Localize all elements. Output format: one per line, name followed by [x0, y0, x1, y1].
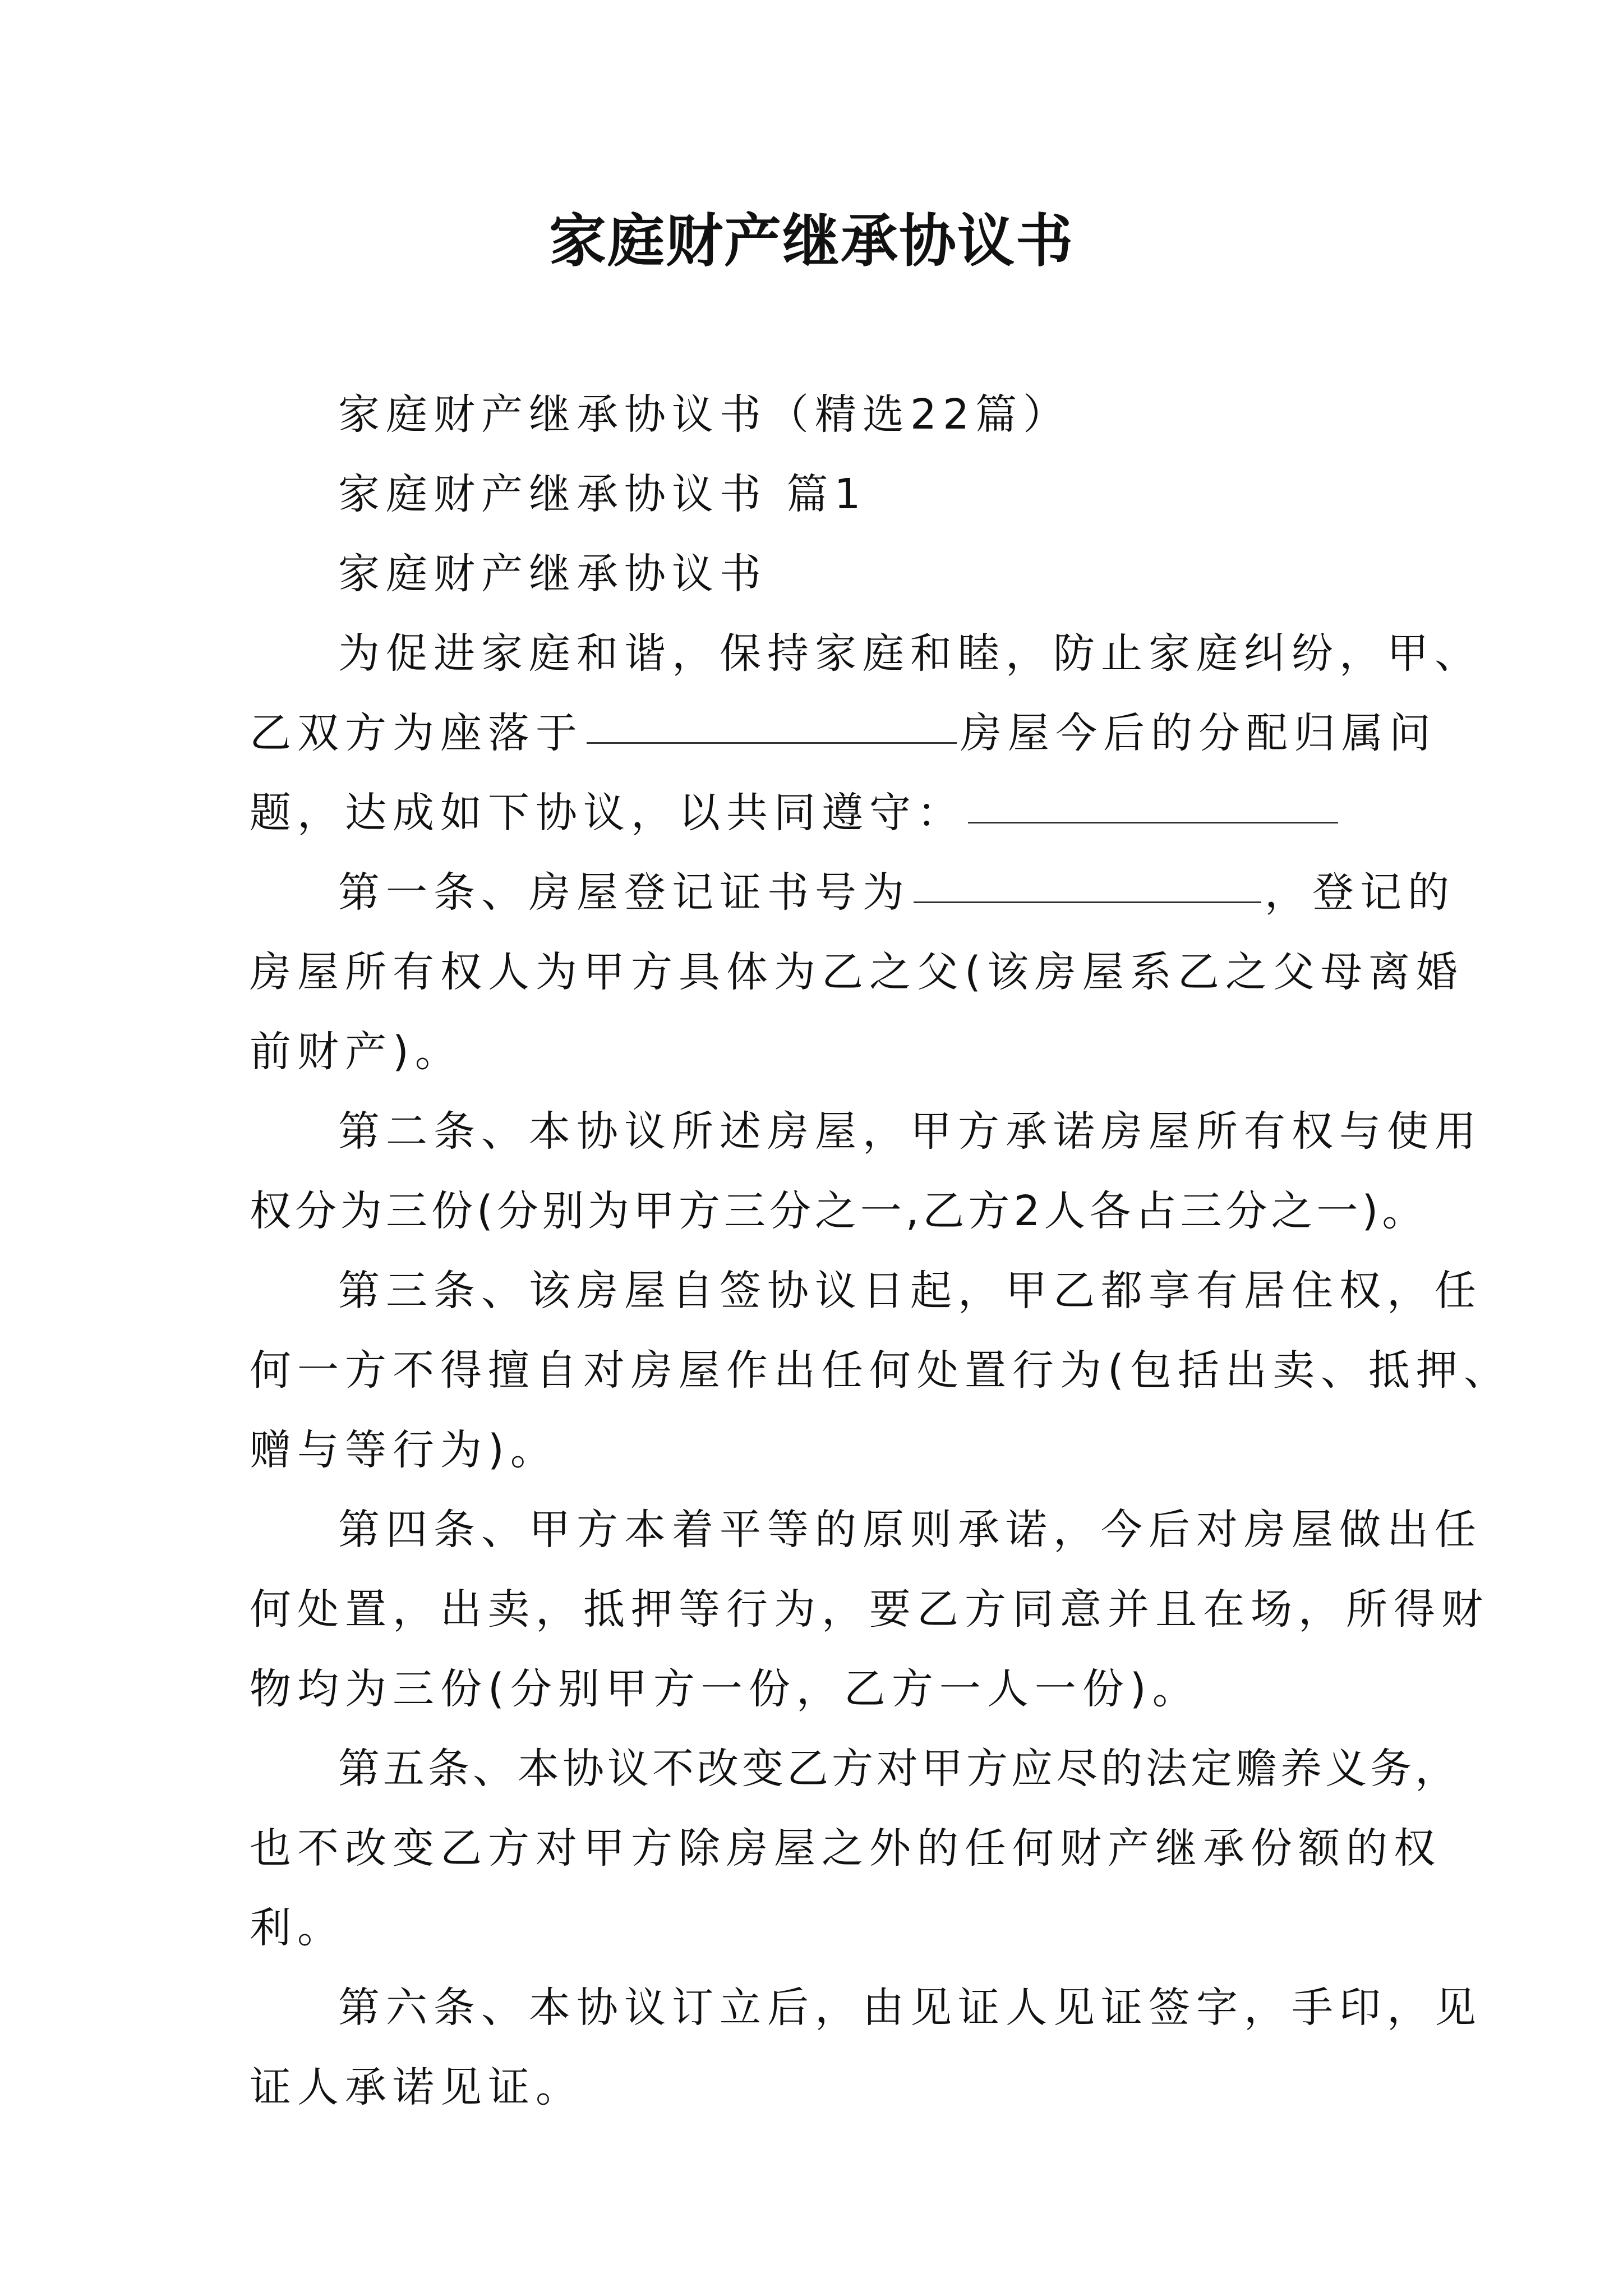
heading-line: 家庭财产继承协议书（精选22篇） [338, 390, 1071, 439]
text-line: 为促进家庭和谐，保持家庭和睦，防止家庭纠纷，甲、 [338, 629, 1482, 678]
text-line: 第六条、本协议订立后，由见证人见证签字，手印，见 [338, 1984, 1482, 2032]
text-fragment: 乙双方为座落于 [250, 709, 583, 757]
text-fragment: 第一条、房屋登记证书号为 [338, 868, 910, 917]
text-line: 何一方不得擅自对房屋作出任何处置行为(包括出卖、抵押、 [250, 1346, 1511, 1395]
paragraph-article-2 [250, 1092, 1482, 1251]
text-line: 第四条、甲方本着平等的原则承诺，今后对房屋做出任 [338, 1506, 1482, 1554]
heading-agreement [250, 534, 1399, 614]
text-fragment: ，登记的 [1265, 868, 1455, 917]
paragraph-preamble [250, 614, 1482, 853]
text-line: 赠与等行为)。 [250, 1426, 558, 1474]
text-line [250, 773, 1399, 853]
text-line [250, 853, 1455, 932]
text-line: 物均为三份(分别甲方一份，乙方一人一份)。 [250, 1665, 1200, 1713]
text-line: 权分为三份(分别为甲方三分之一,乙方2人各占三分之一)。 [250, 1187, 1428, 1235]
document-title: 家庭财产继承协议书 [549, 208, 1074, 275]
document-body [250, 375, 1511, 2127]
paragraph-article-5 [250, 1729, 1460, 1968]
text-line: 房屋所有权人为甲方具体为乙之父(该房屋系乙之父母离婚 [250, 948, 1464, 996]
heading-article [250, 454, 1399, 534]
paragraph-article-6 [250, 1968, 1482, 2127]
fill-in-blank [587, 742, 957, 744]
text-line: 第三条、该房屋自签协议日起，甲乙都享有居住权，任 [338, 1267, 1482, 1315]
heading-line: 家庭财产继承协议书 篇1 [338, 470, 867, 518]
text-line: 前财产)。 [250, 1028, 463, 1076]
paragraph-article-3 [250, 1251, 1511, 1490]
paragraph-article-1 [250, 853, 1464, 1092]
text-line: 何处置，出卖，抵押等行为，要乙方同意并且在场，所得财 [250, 1585, 1489, 1634]
text-line: 第二条、本协议所述房屋，甲方承诺房屋所有权与使用 [338, 1107, 1482, 1156]
text-line [250, 693, 1437, 773]
text-fragment: 题，达成如下协议，以共同遵守： [250, 789, 965, 837]
text-line: 也不改变乙方对甲方除房屋之外的任何财产继承份额的权 [250, 1824, 1441, 1872]
text-line: 证人承诺见证。 [250, 2063, 583, 2111]
fill-in-blank [914, 901, 1261, 903]
heading-collection [250, 375, 1399, 454]
paragraph-article-4 [250, 1490, 1489, 1729]
fill-in-blank [968, 821, 1338, 823]
heading-line: 家庭财产继承协议书 [338, 550, 767, 598]
text-line: 利。 [250, 1904, 345, 1952]
text-fragment: 房屋今后的分配归属问 [960, 709, 1437, 757]
text-line: 第五条、本协议不改变乙方对甲方应尽的法定赡养义务， [338, 1745, 1460, 1793]
